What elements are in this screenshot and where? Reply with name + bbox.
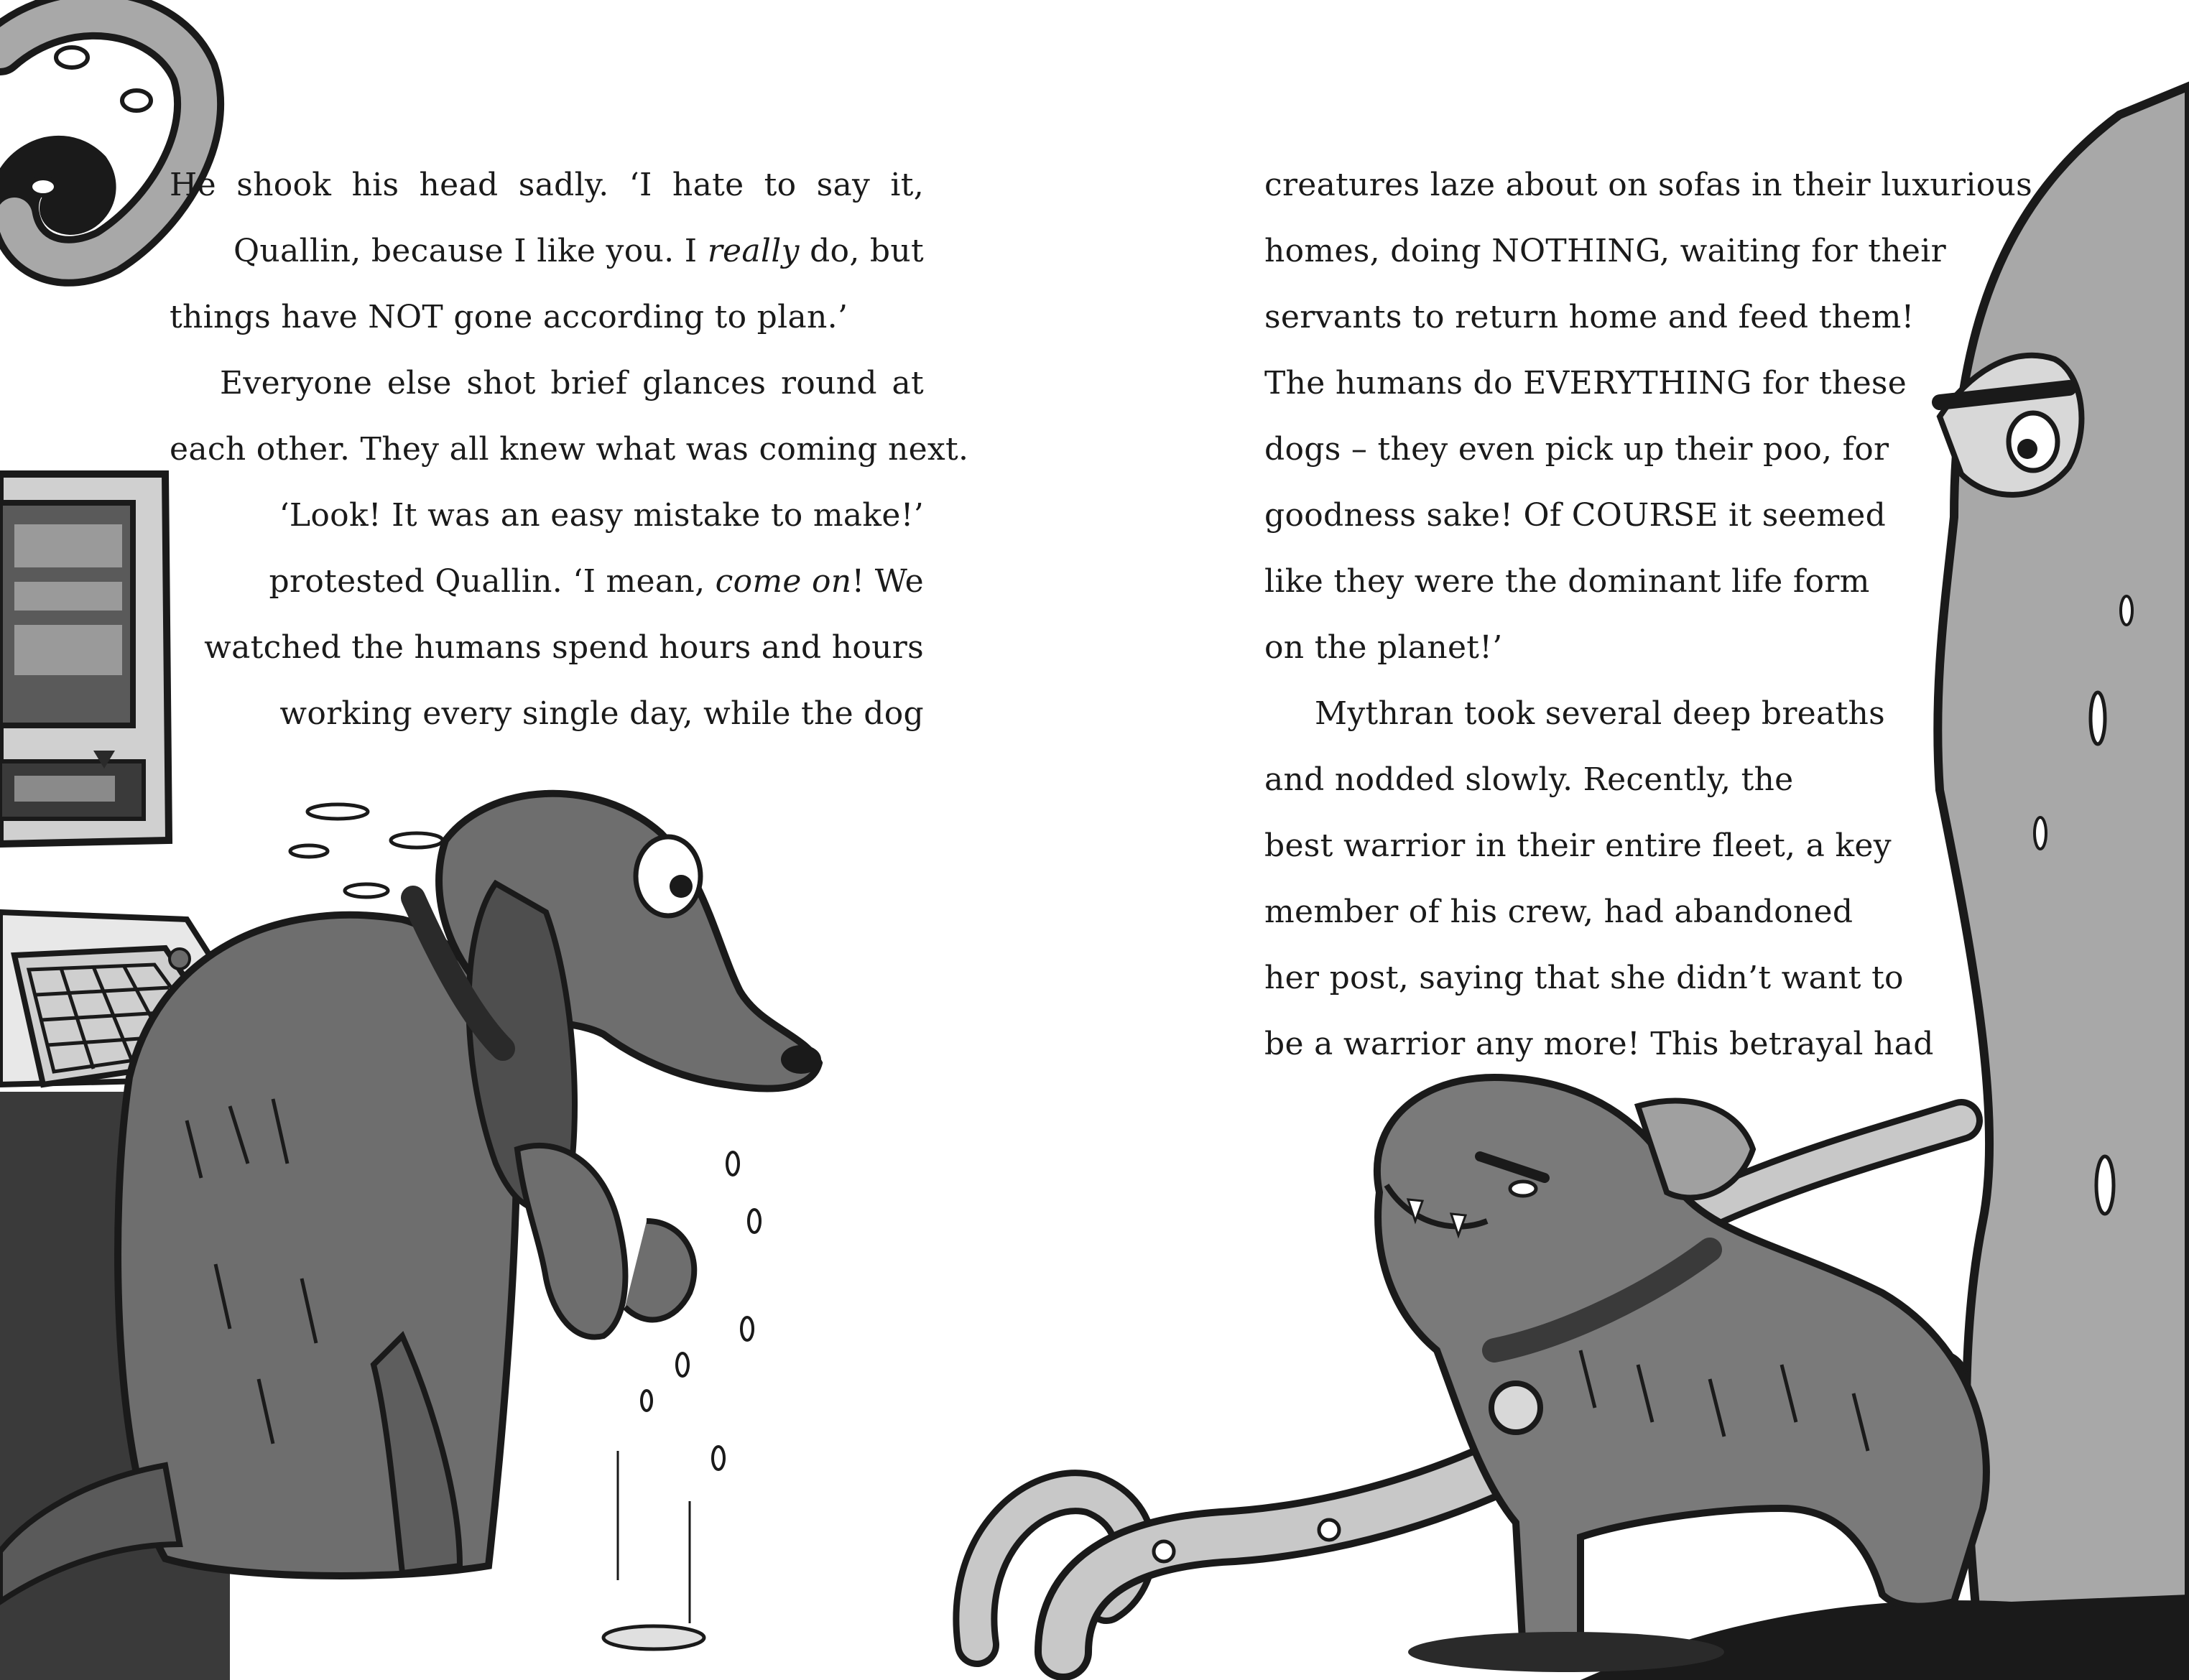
text-line: Mythran took several deep breaths [1315,695,1886,732]
text-line: dogs – they even pick up their poo, for [1264,431,1889,468]
computer-monitor [0,474,169,844]
text-line: things have NOT gone according to plan.’ [170,299,848,335]
left-page-text [170,152,969,747]
text-line: protested Quallin. ‘I mean, come on! We [269,563,924,600]
angry-dog-illustration [1377,1077,1986,1672]
text-line: like they were the dominant life form [1264,563,1870,600]
text-line: each other. They all knew what was coming next. [170,431,969,468]
emphasis: come on [715,563,852,600]
text-line: working every single day, while the dog [279,695,924,732]
text-line: Quallin, because I like you. I really do, but [233,233,924,269]
text-line: Everyone else shot brief glances round at [220,365,924,402]
text-line: goodness sake! Of COURSE it seemed [1264,497,1887,534]
text-line: creatures laze about on sofas in their luxurious [1264,167,2033,203]
text-line: be a warrior any more! This betrayal had [1264,1026,1934,1062]
text-line: servants to return home and feed them! [1264,299,1915,335]
emphasis: really [707,233,800,269]
text-line: He shook his head sadly. ‘I hate to say it, [170,167,924,203]
text-line: The humans do EVERYTHING for these [1264,365,1907,402]
text-line: watched the humans spend hours and hours [204,629,924,666]
text-line: ‘Look! It was an easy mistake to make!’ [279,497,924,534]
text-line: and nodded slowly. Recently, the [1264,761,1794,798]
text-line: homes, doing NOTHING, waiting for their [1264,233,1946,269]
right-page-text [1264,152,2032,1077]
text-line: her post, saying that she didn’t want to [1264,960,1904,996]
text-line: member of his crew, had abandoned [1264,894,1854,930]
text-line: best warrior in their entire fleet, a key [1264,827,1892,864]
text-line: on the planet!’ [1264,629,1503,666]
